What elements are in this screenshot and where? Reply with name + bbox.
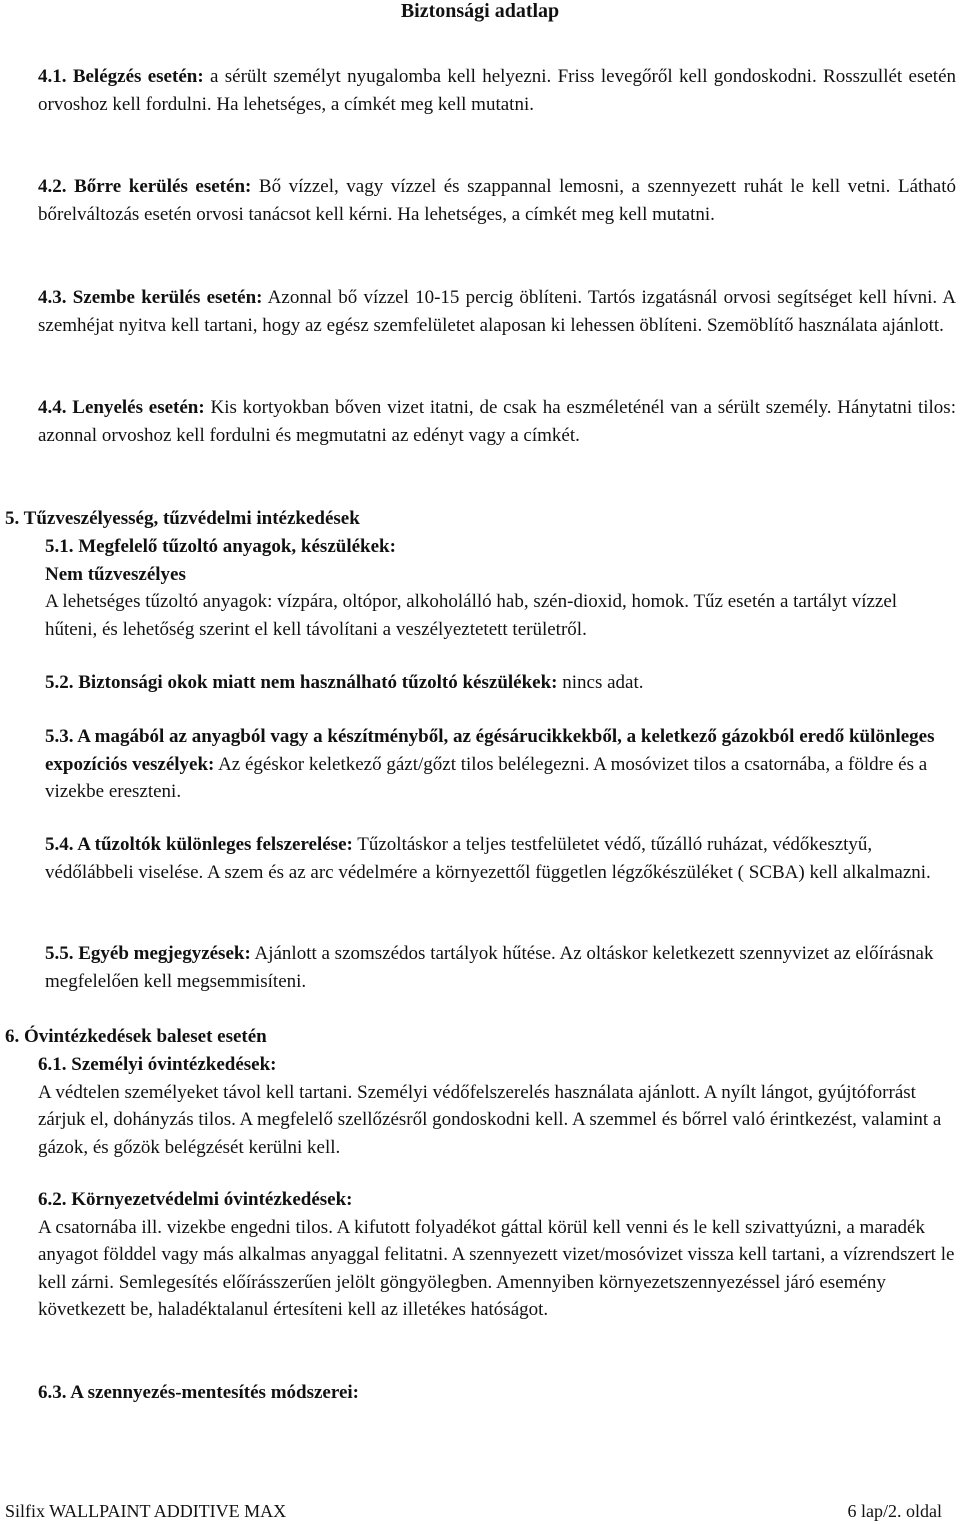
section-4-3 bbox=[38, 284, 956, 339]
section-4-4-heading: Lenyelés esetén: bbox=[72, 397, 205, 418]
section-4-2-number: 4.2. bbox=[38, 176, 67, 197]
section-5-4 bbox=[45, 831, 950, 886]
page-title: Biztonsági adatlap bbox=[400, 0, 560, 22]
section-5-2 bbox=[45, 669, 950, 697]
section-6-1 bbox=[38, 1051, 956, 1161]
footer-page-number: 6 lap/2. oldal bbox=[847, 1501, 942, 1521]
section-5-2-text: nincs adat. bbox=[557, 672, 644, 693]
section-5-1 bbox=[45, 533, 950, 643]
footer-product-name: Silfix WALLPAINT ADDITIVE MAX bbox=[5, 1501, 287, 1521]
section-4-3-heading: Szembe kerülés esetén: bbox=[72, 287, 263, 308]
section-4-4-text: Kis kortyokban bőven vizet itatni, de csak ha eszméleténél van a sérült személy. Hánytatni tilos: azonnal orvoshoz kell fordulni és megmutatni az edényt vagy a címkét. bbox=[38, 397, 956, 446]
section-4-2-heading: Bőrre kerülés esetén: bbox=[74, 176, 252, 197]
section-6-title: 6. Óvintézkedések baleset esetén bbox=[5, 1026, 267, 1047]
section-4-3-text: Azonnal bő vízzel 10-15 percig öblíteni. Tartós izgatásnál orvosi segítséget kell hívni. A szemhéjat nyitva kell tartani, hogy az egész szemfelületet alaposan ki lehessen öblíteni. Szemöblítő használata ajánlott. bbox=[38, 287, 957, 336]
section-6-2 bbox=[38, 1186, 956, 1324]
section-5-1-heading: 5.1. Megfelelő tűzoltó anyagok, készülékek: bbox=[45, 536, 396, 557]
section-5-3-text: Az égéskor keletkező gázt/gőzt tilos belélegezni. A mosóvizet tilos a csatornába, a földre és a vizekbe ereszteni. bbox=[45, 753, 928, 802]
section-4-1-heading: Belégzés esetén: bbox=[72, 66, 204, 87]
section-4-4-number: 4.4. bbox=[38, 397, 67, 418]
section-5-1-text: A lehetséges tűzoltó anyagok: vízpára, oltópor, alkoholálló hab, szén-dioxid, homok. Tűz esetén a tartályt vízzel hűteni, és lehetőség szerint el kell távolítani a veszélyeztetett területről. bbox=[45, 591, 898, 640]
section-6-1-heading: 6.1. Személyi óvintézkedések: bbox=[38, 1054, 277, 1075]
section-4-4 bbox=[38, 394, 956, 449]
section-6-2-heading: 6.2. Környezetvédelmi óvintézkedések: bbox=[38, 1189, 353, 1210]
section-5-2-heading: 5.2. Biztonsági okok miatt nem használható tűzoltó készülékek: bbox=[45, 672, 558, 693]
section-4-1 bbox=[38, 63, 956, 118]
section-6-2-text: A csatornába ill. vizekbe engedni tilos. A kifutott folyadékot gáttal körül kell venni és le kell szivattyúzni, a maradék anyagot földdel vagy más alkalmas anyaggal felitatni. A szennyezett vizet/mosóvizet vissza kell tartani, a vízrendszert le kell zárni. Semlegesítés előírásszerűen jelölt göngyölegben. Amennyiben környezetszennyezéssel járó esemény következett be, haladéktalanul értesíteni kell az illetékes hatóságot. bbox=[38, 1216, 955, 1320]
section-5-5-heading: 5.5. Egyéb megjegyzések: bbox=[45, 943, 251, 964]
section-4-3-number: 4.3. bbox=[38, 287, 67, 308]
section-6-3-heading: 6.3. A szennyezés-mentesítés módszerei: bbox=[38, 1382, 359, 1403]
section-4-2 bbox=[38, 173, 956, 228]
section-4-2-text: Bő vízzel, vagy vízzel és szappannal lemosni, a szennyezett ruhát le kell vetni. Látható bőrelváltozás esetén orvosi tanácsot kell kérni. Ha lehetséges, a címkét meg kell mutatni. bbox=[38, 176, 956, 225]
section-5-3 bbox=[45, 723, 950, 806]
section-5-5-text: Ajánlott a szomszédos tartályok hűtése. Az oltáskor keletkezett szennyvizet az előírásnak megfelelően kell megsemmisíteni. bbox=[45, 943, 934, 992]
section-4-1-text: a sérült személyt nyugalomba kell helyezni. Friss levegőről kell gondoskodni. Rosszullét esetén orvoshoz kell fordulni. Ha lehetséges, a címkét meg kell mutatni. bbox=[38, 66, 956, 115]
section-5-5 bbox=[45, 940, 950, 995]
section-5-title: 5. Tűzveszélyesség, tűzvédelmi intézkedések bbox=[5, 508, 360, 529]
section-4-1-number: 4.1. bbox=[38, 66, 67, 87]
section-5-4-heading: 5.4. A tűzoltók különleges felszerelése: bbox=[45, 834, 353, 855]
section-5-1-subheading: Nem tűzveszélyes bbox=[45, 563, 186, 585]
section-5-3-heading: 5.3. A magából az anyagból vagy a készítményből, az égésárucikkekből, a keletkező gázokból eredő különleges expozíciós veszélyek: bbox=[45, 726, 935, 775]
section-6-1-text: A védtelen személyeket távol kell tartani. Személyi védőfelszerelés használata ajánlott. A nyílt lángot, gyújtóforrást zárjuk el, dohányzás tilos. A megfelelő szellőzésről gondoskodni kell. A szemmel és bőrrel való érintkezést, valamint a gázok, és gőzök belégzését kerülni kell. bbox=[38, 1081, 942, 1158]
section-5-4-text: Tűzoltáskor a teljes testfelületet védő, tűzálló ruházat, védőkesztyű, védőlábbeli viselése. A szem és az arc védelmére a környezettől független légzőkészüléket ( SCBA) kell alkalmazni. bbox=[45, 834, 931, 883]
